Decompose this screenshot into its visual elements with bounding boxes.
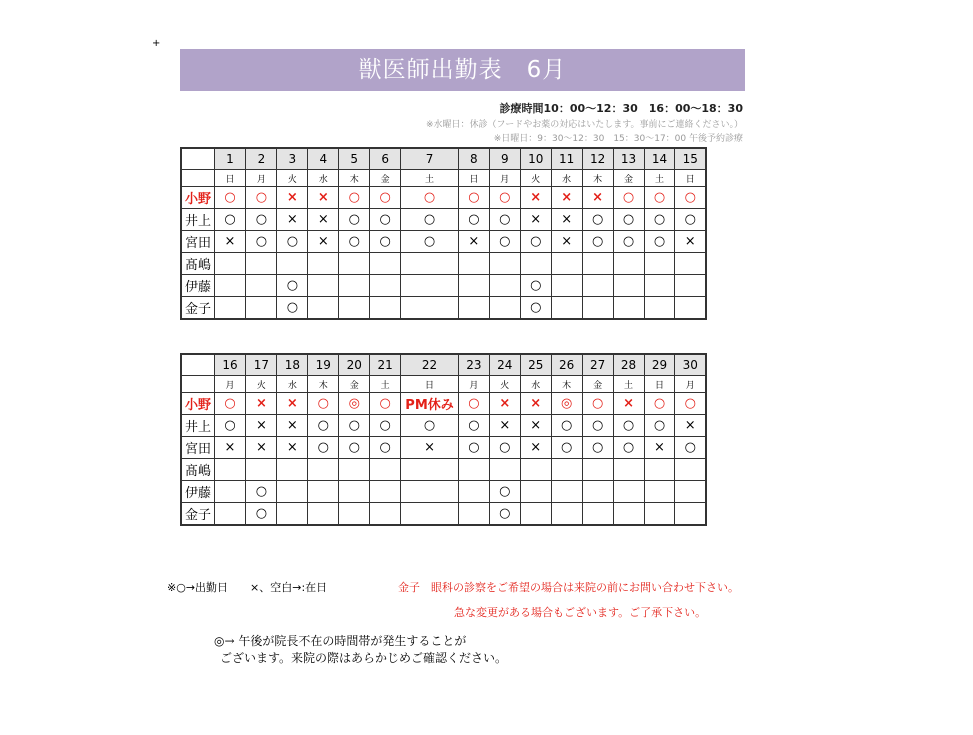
attendance-cell: ○ <box>520 231 551 253</box>
attendance-cell <box>675 503 706 526</box>
staff-row <box>181 275 706 297</box>
attendance-cell: ○ <box>246 187 277 209</box>
attendance-cell <box>458 481 489 503</box>
weekday-label: 金 <box>582 376 613 393</box>
attendance-cell: ○ <box>613 437 644 459</box>
attendance-cell: ○ <box>582 209 613 231</box>
day-number: 1 <box>214 148 246 170</box>
attendance-cell <box>613 297 644 320</box>
attendance-cell: ○ <box>339 437 370 459</box>
day-number: 15 <box>675 148 706 170</box>
day-number: 16 <box>214 354 246 376</box>
attendance-cell <box>308 253 339 275</box>
double-circle-note-line1: ◎→ 午後が院長不在の時間帯が発生することが <box>214 634 467 648</box>
attendance-cell <box>308 297 339 320</box>
attendance-cell: × <box>520 437 551 459</box>
attendance-cell: PM休み <box>401 393 459 415</box>
weekday-label: 日 <box>401 376 459 393</box>
attendance-cell <box>644 253 675 275</box>
attendance-cell <box>214 297 246 320</box>
day-number: 30 <box>675 354 706 376</box>
attendance-cell: × <box>214 231 246 253</box>
attendance-cell: ○ <box>246 231 277 253</box>
day-number: 25 <box>520 354 551 376</box>
attendance-cell <box>489 253 520 275</box>
attendance-cell <box>277 253 308 275</box>
attendance-cell: ○ <box>489 187 520 209</box>
attendance-cell <box>246 253 277 275</box>
weekday-label: 木 <box>582 170 613 187</box>
weekday-label: 土 <box>644 170 675 187</box>
attendance-cell: ○ <box>520 297 551 320</box>
staff-row <box>181 297 706 320</box>
day-number: 27 <box>582 354 613 376</box>
attendance-cell: ○ <box>370 393 401 415</box>
attendance-cell <box>551 297 582 320</box>
attendance-cell <box>246 275 277 297</box>
attendance-cell: ○ <box>370 437 401 459</box>
attendance-cell <box>370 459 401 481</box>
attendance-cell: ○ <box>308 437 339 459</box>
corner-marker: + <box>152 38 161 49</box>
attendance-cell: ○ <box>489 209 520 231</box>
day-number: 17 <box>246 354 277 376</box>
day-number-row <box>181 148 706 170</box>
attendance-cell <box>458 275 489 297</box>
attendance-cell <box>613 253 644 275</box>
wednesday-note: ※水曜日：休診（フードやお薬の対応はいたします。事前にご連絡ください。） <box>425 120 743 130</box>
attendance-cell: ○ <box>277 297 308 320</box>
day-number-row <box>181 354 706 376</box>
attendance-cell <box>582 459 613 481</box>
attendance-cell: ○ <box>489 437 520 459</box>
attendance-cell: × <box>401 437 459 459</box>
attendance-cell <box>370 481 401 503</box>
staff-name: 髙嶋 <box>181 459 214 481</box>
attendance-cell: ○ <box>613 187 644 209</box>
attendance-cell: ○ <box>339 187 370 209</box>
day-number: 2 <box>246 148 277 170</box>
attendance-cell: × <box>277 437 308 459</box>
attendance-cell <box>370 503 401 526</box>
attendance-cell <box>520 459 551 481</box>
attendance-cell: ○ <box>613 209 644 231</box>
staff-name: 井上 <box>181 415 214 437</box>
weekday-row <box>181 170 706 187</box>
staff-row <box>181 253 706 275</box>
corner-cell <box>181 354 214 376</box>
attendance-cell <box>401 297 459 320</box>
day-number: 8 <box>458 148 489 170</box>
attendance-cell: × <box>277 393 308 415</box>
attendance-cell <box>339 481 370 503</box>
attendance-cell <box>489 459 520 481</box>
attendance-cell: ○ <box>613 231 644 253</box>
attendance-cell <box>613 275 644 297</box>
attendance-cell <box>458 459 489 481</box>
day-number: 9 <box>489 148 520 170</box>
attendance-cell <box>308 459 339 481</box>
corner-cell <box>181 148 214 170</box>
day-number: 18 <box>277 354 308 376</box>
attendance-cell <box>401 481 459 503</box>
attendance-cell <box>339 297 370 320</box>
staff-name: 井上 <box>181 209 214 231</box>
weekday-label: 日 <box>675 170 706 187</box>
attendance-cell: ○ <box>458 415 489 437</box>
attendance-cell <box>613 459 644 481</box>
weekday-label: 月 <box>214 376 246 393</box>
attendance-cell: × <box>613 393 644 415</box>
attendance-cell <box>675 297 706 320</box>
attendance-cell: ○ <box>214 415 246 437</box>
attendance-cell: ○ <box>458 393 489 415</box>
attendance-cell <box>214 253 246 275</box>
day-number: 3 <box>277 148 308 170</box>
attendance-cell <box>308 481 339 503</box>
weekday-label: 金 <box>370 170 401 187</box>
weekday-label: 金 <box>613 170 644 187</box>
day-number: 20 <box>339 354 370 376</box>
weekday-row <box>181 376 706 393</box>
staff-name: 伊藤 <box>181 275 214 297</box>
attendance-cell <box>401 275 459 297</box>
attendance-cell: ○ <box>551 437 582 459</box>
day-number: 26 <box>551 354 582 376</box>
staff-row <box>181 437 706 459</box>
attendance-cell: ○ <box>277 275 308 297</box>
attendance-cell: × <box>277 187 308 209</box>
staff-name: 髙嶋 <box>181 253 214 275</box>
attendance-cell <box>339 275 370 297</box>
day-number: 13 <box>613 148 644 170</box>
day-number: 10 <box>520 148 551 170</box>
weekday-label: 土 <box>613 376 644 393</box>
attendance-cell: ○ <box>214 187 246 209</box>
attendance-cell: × <box>551 231 582 253</box>
attendance-cell <box>551 503 582 526</box>
attendance-cell <box>520 503 551 526</box>
weekday-label: 木 <box>551 376 582 393</box>
attendance-cell: ○ <box>339 209 370 231</box>
day-number: 5 <box>339 148 370 170</box>
attendance-cell: ○ <box>308 393 339 415</box>
attendance-cell <box>520 481 551 503</box>
attendance-cell <box>644 503 675 526</box>
clinic-hours: 診療時間10：00〜12：30 16：00〜18：30 <box>499 102 743 115</box>
weekday-label: 月 <box>458 376 489 393</box>
attendance-cell <box>582 253 613 275</box>
attendance-cell: ○ <box>370 231 401 253</box>
staff-row <box>181 503 706 526</box>
attendance-cell <box>214 503 246 526</box>
attendance-cell: ○ <box>339 231 370 253</box>
attendance-cell <box>613 503 644 526</box>
attendance-cell <box>582 297 613 320</box>
attendance-cell: ○ <box>675 209 706 231</box>
staff-name: 小野 <box>181 187 214 209</box>
attendance-cell <box>675 459 706 481</box>
attendance-cell <box>551 253 582 275</box>
attendance-cell <box>458 253 489 275</box>
attendance-cell <box>401 253 459 275</box>
schedule-table-first-half <box>180 147 707 320</box>
attendance-cell <box>214 459 246 481</box>
weekday-label: 水 <box>551 170 582 187</box>
attendance-cell: ○ <box>644 415 675 437</box>
weekday-label: 月 <box>489 170 520 187</box>
attendance-cell <box>308 275 339 297</box>
day-number: 28 <box>613 354 644 376</box>
attendance-cell: ○ <box>582 437 613 459</box>
attendance-cell: ○ <box>644 187 675 209</box>
attendance-cell: ○ <box>246 209 277 231</box>
attendance-cell <box>644 275 675 297</box>
attendance-cell: ○ <box>370 187 401 209</box>
day-number: 14 <box>644 148 675 170</box>
attendance-cell: ○ <box>675 187 706 209</box>
day-number: 7 <box>401 148 459 170</box>
attendance-cell: ○ <box>214 209 246 231</box>
corner-cell <box>181 376 214 393</box>
attendance-cell: × <box>551 209 582 231</box>
weekday-label: 木 <box>308 376 339 393</box>
attendance-cell: ○ <box>370 209 401 231</box>
attendance-cell: ○ <box>401 209 459 231</box>
attendance-cell: ○ <box>582 393 613 415</box>
attendance-cell: ○ <box>644 393 675 415</box>
attendance-cell <box>613 481 644 503</box>
staff-row <box>181 393 706 415</box>
corner-cell <box>181 170 214 187</box>
attendance-cell: ○ <box>277 231 308 253</box>
weekday-label: 日 <box>644 376 675 393</box>
attendance-cell: ○ <box>675 437 706 459</box>
weekday-label: 日 <box>214 170 246 187</box>
attendance-cell: × <box>520 415 551 437</box>
attendance-cell: × <box>277 415 308 437</box>
attendance-cell: × <box>246 437 277 459</box>
attendance-cell: ○ <box>520 275 551 297</box>
attendance-cell: ○ <box>370 415 401 437</box>
staff-name: 金子 <box>181 503 214 526</box>
attendance-cell: ○ <box>458 437 489 459</box>
attendance-cell: ○ <box>458 209 489 231</box>
staff-name: 伊藤 <box>181 481 214 503</box>
attendance-cell: ○ <box>613 415 644 437</box>
staff-name: 小野 <box>181 393 214 415</box>
sunday-note: ※日曜日：9：30〜12：30 15：30〜17：00 午後予約診療 <box>493 134 743 144</box>
attendance-cell <box>675 481 706 503</box>
attendance-cell: ○ <box>401 187 459 209</box>
weekday-label: 火 <box>489 376 520 393</box>
attendance-cell <box>675 275 706 297</box>
staff-row <box>181 459 706 481</box>
attendance-cell: ○ <box>489 481 520 503</box>
attendance-cell <box>644 481 675 503</box>
attendance-cell: × <box>520 187 551 209</box>
attendance-cell <box>644 459 675 481</box>
attendance-cell: ○ <box>644 209 675 231</box>
day-number: 19 <box>308 354 339 376</box>
staff-row <box>181 209 706 231</box>
staff-name: 宮田 <box>181 231 214 253</box>
weekday-label: 土 <box>370 376 401 393</box>
kaneko-note: 金子 眼科の診察をご希望の場合は来院の前にお問い合わせ下さい。 <box>398 581 739 594</box>
attendance-cell <box>675 253 706 275</box>
attendance-cell <box>370 253 401 275</box>
attendance-cell: ○ <box>489 231 520 253</box>
day-number: 29 <box>644 354 675 376</box>
attendance-cell <box>370 275 401 297</box>
attendance-cell: ○ <box>675 393 706 415</box>
attendance-cell <box>489 297 520 320</box>
attendance-cell: ○ <box>214 393 246 415</box>
weekday-label: 日 <box>458 170 489 187</box>
attendance-cell: × <box>489 393 520 415</box>
attendance-cell <box>277 459 308 481</box>
staff-row <box>181 187 706 209</box>
attendance-cell: × <box>308 209 339 231</box>
attendance-cell <box>339 503 370 526</box>
attendance-cell: × <box>582 187 613 209</box>
attendance-cell <box>277 481 308 503</box>
attendance-cell <box>551 459 582 481</box>
attendance-cell: ○ <box>246 503 277 526</box>
attendance-cell <box>582 503 613 526</box>
page-title: 獣医師出勤表 6月 <box>180 49 745 91</box>
attendance-cell: ○ <box>489 503 520 526</box>
attendance-cell <box>308 503 339 526</box>
weekday-label: 木 <box>339 170 370 187</box>
attendance-cell: × <box>675 415 706 437</box>
attendance-cell: × <box>246 415 277 437</box>
day-number: 23 <box>458 354 489 376</box>
legend: ※○→出勤日 ×、空白→:在日 <box>167 581 328 594</box>
attendance-cell: ○ <box>644 231 675 253</box>
weekday-label: 水 <box>308 170 339 187</box>
day-number: 12 <box>582 148 613 170</box>
day-number: 6 <box>370 148 401 170</box>
attendance-cell: × <box>246 393 277 415</box>
attendance-cell <box>520 253 551 275</box>
attendance-cell: × <box>214 437 246 459</box>
attendance-cell <box>246 297 277 320</box>
weekday-label: 金 <box>339 376 370 393</box>
weekday-label: 火 <box>246 376 277 393</box>
attendance-cell <box>277 503 308 526</box>
attendance-cell: × <box>675 231 706 253</box>
attendance-cell: × <box>644 437 675 459</box>
attendance-cell: ◎ <box>551 393 582 415</box>
attendance-cell <box>401 503 459 526</box>
attendance-cell <box>339 253 370 275</box>
staff-row <box>181 231 706 253</box>
attendance-cell <box>458 297 489 320</box>
attendance-cell: × <box>489 415 520 437</box>
attendance-cell <box>401 459 459 481</box>
attendance-cell <box>489 275 520 297</box>
attendance-cell: × <box>458 231 489 253</box>
attendance-cell: ◎ <box>339 393 370 415</box>
attendance-cell: ○ <box>458 187 489 209</box>
attendance-cell <box>246 459 277 481</box>
attendance-cell <box>458 503 489 526</box>
attendance-cell <box>339 459 370 481</box>
day-number: 22 <box>401 354 459 376</box>
attendance-cell <box>582 481 613 503</box>
day-number: 24 <box>489 354 520 376</box>
schedule-table-second-half <box>180 353 707 526</box>
staff-name: 金子 <box>181 297 214 320</box>
attendance-cell: × <box>520 393 551 415</box>
attendance-cell: × <box>277 209 308 231</box>
attendance-cell: × <box>551 187 582 209</box>
attendance-cell <box>370 297 401 320</box>
day-number: 4 <box>308 148 339 170</box>
weekday-label: 火 <box>277 170 308 187</box>
change-notice: 急な変更がある場合もございます。ご了承下さい。 <box>454 606 707 619</box>
attendance-cell <box>551 481 582 503</box>
attendance-cell: ○ <box>582 231 613 253</box>
attendance-cell: × <box>308 231 339 253</box>
weekday-label: 水 <box>277 376 308 393</box>
attendance-cell <box>214 481 246 503</box>
attendance-cell: ○ <box>582 415 613 437</box>
staff-row <box>181 415 706 437</box>
weekday-label: 月 <box>675 376 706 393</box>
weekday-label: 月 <box>246 170 277 187</box>
attendance-cell <box>214 275 246 297</box>
double-circle-note-line2: ございます。来院の際はあらかじめご確認ください。 <box>220 651 508 665</box>
attendance-cell: × <box>308 187 339 209</box>
staff-name: 宮田 <box>181 437 214 459</box>
attendance-cell <box>644 297 675 320</box>
day-number: 21 <box>370 354 401 376</box>
attendance-cell: ○ <box>246 481 277 503</box>
attendance-cell: ○ <box>308 415 339 437</box>
day-number: 11 <box>551 148 582 170</box>
attendance-cell <box>582 275 613 297</box>
attendance-cell: ○ <box>401 415 459 437</box>
weekday-label: 水 <box>520 376 551 393</box>
attendance-cell: ○ <box>551 415 582 437</box>
attendance-cell: ○ <box>339 415 370 437</box>
attendance-cell: × <box>520 209 551 231</box>
attendance-cell <box>551 275 582 297</box>
weekday-label: 土 <box>401 170 459 187</box>
staff-row <box>181 481 706 503</box>
attendance-cell: ○ <box>401 231 459 253</box>
weekday-label: 火 <box>520 170 551 187</box>
